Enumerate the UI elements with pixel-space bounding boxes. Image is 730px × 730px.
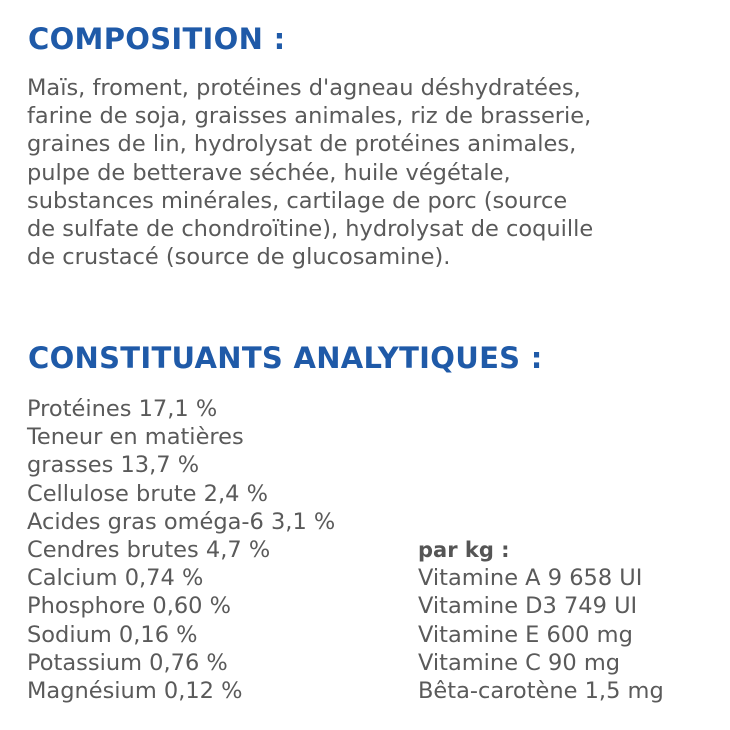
constituent-item: Potassium 0,76 % (27, 649, 228, 676)
vitamin-item: Bêta-carotène 1,5 mg (418, 678, 664, 705)
composition-line: farine de soja, graisses animales, riz de brasserie, (27, 103, 592, 130)
analytical-constituents-list (27, 395, 417, 705)
constituent-item: Phosphore 0,60 % (27, 593, 232, 620)
constituent-item: Calcium 0,74 % (27, 565, 204, 592)
composition-ingredients (27, 74, 717, 271)
constituent-item: Cellulose brute 2,4 % (27, 480, 268, 507)
composition-heading: COMPOSITION : (28, 22, 286, 56)
analytical-constituents-heading: CONSTITUANTS ANALYTIQUES : (28, 341, 543, 375)
per-kg-label: par kg : (418, 538, 510, 562)
composition-line: graines de lin, hydrolysat de protéines animales, (27, 131, 577, 158)
vitamin-item: Vitamine A 9 658 UI (418, 565, 643, 592)
constituent-item: Teneur en matières (27, 424, 244, 451)
composition-line: de sulfate de chondroïtine), hydrolysat de coquille (27, 216, 594, 243)
vitamin-item: Vitamine E 600 mg (418, 621, 633, 648)
vitamin-item: Vitamine D3 749 UI (418, 593, 638, 620)
constituent-item: Sodium 0,16 % (27, 621, 198, 648)
vitamin-item: Vitamine C 90 mg (418, 649, 621, 676)
composition-line: Maïs, froment, protéines d'agneau déshydratées, (27, 75, 581, 101)
composition-line: substances minérales, cartilage de porc (source (27, 187, 568, 214)
composition-line: pulpe de betterave séchée, huile végétale, (27, 159, 511, 186)
per-kg-section (418, 536, 718, 705)
constituent-item: Cendres brutes 4,7 % (27, 537, 271, 564)
constituent-item: grasses 13,7 % (27, 452, 200, 479)
constituent-item: Protéines 17,1 % (27, 396, 218, 422)
composition-line: de crustacé (source de glucosamine). (27, 244, 451, 271)
vitamin-list (418, 564, 718, 705)
constituent-item: Acides gras oméga-6 3,1 % (27, 508, 336, 535)
constituent-item: Magnésium 0,12 % (27, 678, 243, 705)
